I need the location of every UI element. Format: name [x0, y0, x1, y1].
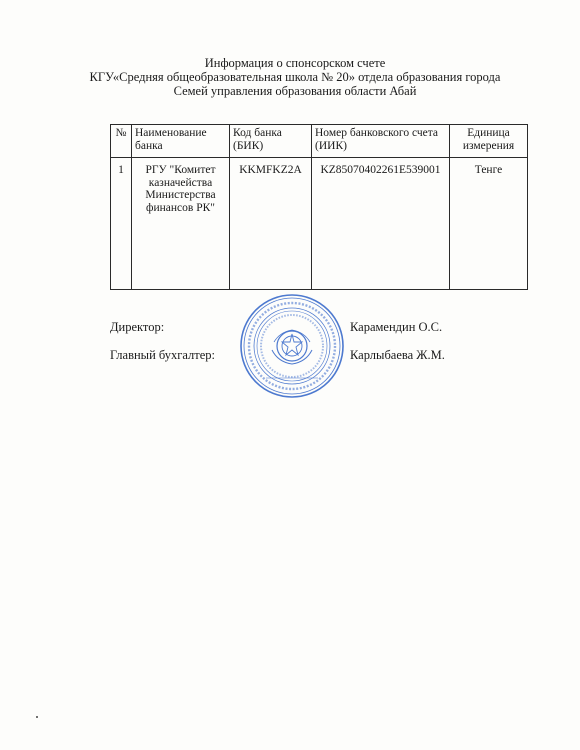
- cell-unit: Тенге: [450, 158, 528, 290]
- heading-line-1: Информация о спонсорском счете: [204, 56, 386, 70]
- official-seal-icon: [238, 292, 346, 400]
- header-unit: Единица измерения: [450, 125, 528, 158]
- document-heading: [60, 56, 530, 98]
- scan-speck: [36, 716, 38, 718]
- cell-number: 1: [111, 158, 132, 290]
- accountant-label: Главный бухгалтер:: [110, 348, 216, 362]
- header-bik: Код банка (БИК): [230, 125, 312, 158]
- header-bank-name: Наименование банка: [132, 125, 230, 158]
- accountant-name: Карлыбаева Ж.М.: [350, 348, 445, 362]
- table-header-row: [111, 125, 528, 158]
- table-row: [111, 158, 528, 290]
- director-label: Директор:: [110, 320, 165, 334]
- heading-line-3: Семей управления образования области Абай: [173, 84, 417, 98]
- cell-bank-name: РГУ "Комитет казначейства Министерства финансов РК": [132, 158, 230, 290]
- heading-line-2: КГУ«Средняя общеобразовательная школа № 20» отдела образования города: [89, 70, 501, 84]
- director-name: Карамендин О.С.: [350, 320, 443, 334]
- cell-bik: KKMFKZ2A: [230, 158, 312, 290]
- bank-account-table: [110, 124, 528, 290]
- header-iik: Номер банковского счета (ИИК): [312, 125, 450, 158]
- cell-iik: KZ85070402261E539001: [312, 158, 450, 290]
- header-number: №: [111, 125, 132, 158]
